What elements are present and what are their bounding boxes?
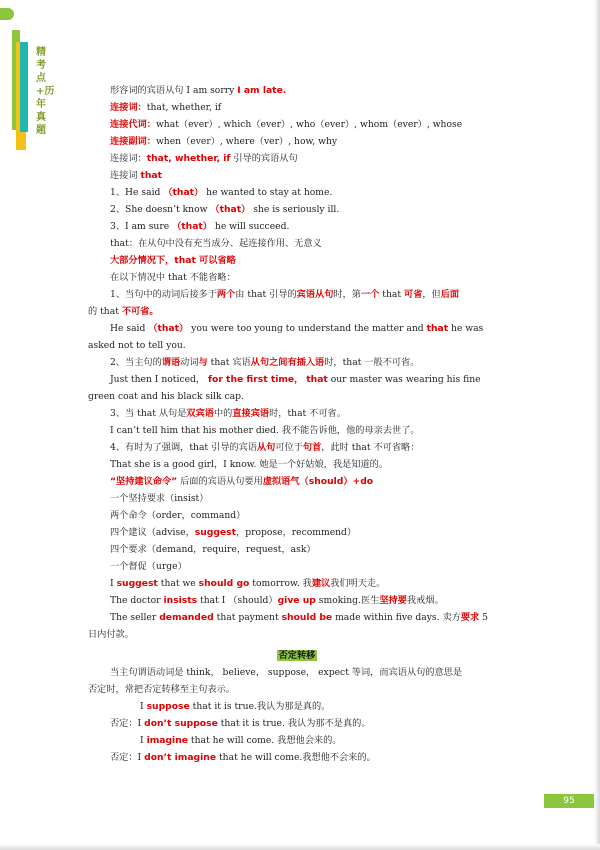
emphasis-text: “坚持建议命令” [110, 476, 178, 487]
body-text: green coat and his black silk cap. [88, 391, 244, 402]
body-text: that：在从句中没有充当成分、起连接作用、无意义 [110, 238, 322, 249]
emphasis-text: don’t suppose [144, 718, 218, 729]
text-line [88, 592, 506, 609]
body-text: 2、当主句的 [110, 357, 162, 368]
emphasis-text: that [426, 323, 449, 334]
text-line [88, 269, 506, 286]
emphasis-text: 句首 [302, 442, 322, 453]
body-text: he will succeed. [211, 221, 290, 232]
text-line [88, 252, 506, 269]
body-text: 当主句谓语动词是 think， believe， suppose， expect 等词，而宾语从句的意思是 [110, 667, 463, 678]
text-line [88, 575, 506, 592]
emphasis-text: should be [281, 612, 333, 623]
emphasis-text: （that） [148, 323, 189, 334]
emphasis-text: that [306, 374, 328, 385]
body-text: that payment [213, 612, 282, 623]
emphasis-text: insists [163, 595, 198, 606]
body-text: 可位于 [275, 442, 303, 453]
emphasis-text: 双宾语 [186, 408, 214, 419]
emphasis-text: 谓语 [161, 357, 181, 368]
text-line [88, 626, 506, 643]
decor-bar-teal [20, 42, 28, 132]
page-shadow-bottom [0, 844, 600, 850]
body-text: 否定时，常把否定转移至主句表示。 [88, 684, 235, 695]
text-line [88, 473, 506, 490]
body-text: 连接词 [110, 170, 141, 181]
text-line [88, 303, 506, 320]
emphasis-text: imagine [146, 735, 188, 746]
page-content [88, 82, 506, 766]
body-text: I can’t tell him that his mother died. 我不能告诉他，他的母亲去世了。 [110, 425, 420, 436]
emphasis-text: 后面 [440, 289, 460, 300]
emphasis-text: give up [277, 595, 316, 606]
emphasis-text: suppose [146, 701, 190, 712]
emphasis-text: 从句之间有插入语 [250, 357, 325, 368]
text-line [88, 201, 506, 218]
text-line [88, 715, 506, 732]
body-text: 1、当句中的动词后接多于 [110, 289, 217, 300]
body-text: smoking.医生 [315, 595, 380, 606]
emphasis-text: should go [198, 578, 250, 589]
text-line [88, 422, 506, 439]
body-text: that I （should） [197, 595, 278, 606]
emphasis-text: 一个 [360, 289, 380, 300]
body-text: I [140, 701, 147, 712]
emphasis-text: 与 [198, 357, 208, 368]
text-line [88, 218, 506, 235]
text-line [88, 541, 506, 558]
text-line [88, 749, 506, 766]
body-text: He said [110, 323, 149, 334]
text-line [88, 664, 506, 681]
body-text: Just then I noticed， [110, 374, 209, 385]
text-line [88, 524, 506, 541]
body-text: 3、I am sure [110, 221, 173, 232]
text-line [88, 405, 506, 422]
text-line [88, 133, 506, 150]
body-text: asked not to tell you. [88, 340, 186, 351]
emphasis-text: that [140, 170, 163, 181]
page-number: 95 [544, 794, 594, 808]
body-text: 形容词的宾语从句 I am sorry [110, 85, 238, 96]
emphasis-text: don’t imagine [144, 752, 217, 763]
emphasis-text: suggest [194, 527, 237, 538]
body-text: ，此时 that 不可省略： [321, 442, 420, 453]
body-text: 5 [479, 612, 489, 623]
text-line [88, 490, 506, 507]
text-line [88, 337, 506, 354]
emphasis-text: 建议 [311, 578, 331, 589]
body-text: 否定：I [110, 752, 145, 763]
body-text: tomorrow. 我 [249, 578, 312, 589]
body-text: that it is true.我认为那是真的。 [189, 701, 331, 712]
body-text: 四个要求（demand，require，request，ask） [110, 544, 316, 555]
text-line [88, 82, 506, 99]
emphasis-text: 直接宾语 [232, 408, 270, 419]
emphasis-text: 连接词： [110, 102, 147, 113]
emphasis-text: （that） [210, 204, 251, 215]
body-text: 由 that 引导的 [235, 289, 297, 300]
body-text: 连接词： [110, 153, 147, 164]
body-text: 一个督促（urge） [110, 561, 187, 572]
emphasis-text: 两个 [216, 289, 236, 300]
text-line [88, 235, 506, 252]
body-text: 引导的宾语从句 [230, 153, 298, 164]
emphasis-text: 不可省。 [121, 306, 159, 317]
body-text: 时，that 不可省。 [269, 408, 346, 419]
body-text: 否定：I [110, 718, 145, 729]
emphasis-text: that, whether, if [146, 153, 231, 164]
body-text: 否定转移 [278, 650, 316, 661]
emphasis-text: suggest [116, 578, 158, 589]
emphasis-text: （that） [163, 187, 204, 198]
text-line [88, 99, 506, 116]
text-line [88, 609, 506, 626]
emphasis-text: 可省 [403, 289, 423, 300]
body-text: he wanted to stay at home. [203, 187, 333, 198]
body-text: ，propose，recommend） [236, 527, 357, 538]
body-text: you were too young to understand the matter and [188, 323, 427, 334]
body-text: 动词 [180, 357, 199, 368]
body-text: The seller [110, 612, 160, 623]
text-line [88, 354, 506, 371]
body-text: when（ever）, where（ver）, how, why [155, 136, 338, 147]
body-text: that 宾语 [207, 357, 251, 368]
body-text: 两个命令（order，command） [110, 510, 246, 521]
emphasis-text: I am late. [237, 85, 287, 96]
body-text: ，但 [422, 289, 441, 300]
text-line [88, 507, 506, 524]
body-text: 日内付款。 [88, 629, 134, 640]
text-line [88, 167, 506, 184]
body-text: 时，第 [333, 289, 361, 300]
emphasis-text: （that） [172, 221, 212, 232]
body-text: she is seriously ill. [250, 204, 340, 215]
body-text: 2、She doesn’t know [110, 204, 211, 215]
body-text: 时，that 一般不可省。 [324, 357, 420, 368]
body-text: that he will come. 我想他会来的。 [187, 735, 342, 746]
body-text: that, whether, if [146, 102, 222, 113]
emphasis-text: 虚拟语气（should）+do [262, 476, 374, 487]
text-line [88, 439, 506, 456]
body-text: 的 that [88, 306, 122, 317]
body-text: that it is true. 我认为那不是真的。 [217, 718, 371, 729]
text-line [88, 150, 506, 167]
text-line [88, 371, 506, 388]
text-line [88, 286, 506, 303]
text-line [88, 558, 506, 575]
body-text: 后面的宾语从句要用 [177, 476, 263, 487]
body-text: I [140, 735, 147, 746]
decor-tab [0, 8, 14, 20]
text-line [88, 184, 506, 201]
body-text: 一个坚持要求（insist） [110, 493, 209, 504]
text-line [88, 116, 506, 133]
body-text: 我戒烟。 [406, 595, 444, 606]
body-text: 1、He said [110, 187, 164, 198]
body-text: 4、有时为了强调，that 引导的宾语 [110, 442, 257, 453]
body-text: 中的 [213, 408, 233, 419]
emphasis-text: demanded [159, 612, 214, 623]
text-line [88, 388, 506, 405]
page-shadow-right [594, 0, 600, 850]
emphasis-text: 连接副词： [110, 136, 156, 147]
body-text: 3、当 that 从句是 [110, 408, 187, 419]
text-line [88, 320, 506, 337]
emphasis-text: 要求 [460, 612, 480, 623]
body-text: that [379, 289, 404, 300]
body-text: our master was wearing his fine [327, 374, 481, 385]
body-text: 在以下情况中 that 不能省略： [110, 272, 236, 283]
emphasis-text: 从句 [256, 442, 276, 453]
emphasis-text: 宾语从句 [296, 289, 334, 300]
emphasis-text: 大部分情况下，that 可以省略 [110, 255, 236, 266]
emphasis-text: for the first time， [208, 374, 304, 385]
body-text: what（ever）, which（ever）, who（ever）, whom（ever）, whose [155, 119, 463, 130]
body-text: that he will come.我想他不会来的。 [216, 752, 376, 763]
body-text: he was [448, 323, 484, 334]
side-title: 精考点+历年真题 [36, 47, 55, 136]
body-text: made within five days. 卖方 [332, 612, 461, 623]
body-text: 我们明天走。 [330, 578, 386, 589]
text-line [88, 456, 506, 473]
emphasis-text: 坚持要 [379, 595, 407, 606]
body-text: 四个建议（advise， [110, 527, 195, 538]
emphasis-text: 连接代词： [110, 119, 156, 130]
body-text: That she is a good girl，I know. 她是一个好姑娘，我是知道的。 [110, 459, 388, 470]
body-text: that we [157, 578, 199, 589]
text-line [88, 698, 506, 715]
body-text: The doctor [110, 595, 164, 606]
body-text: I [110, 578, 117, 589]
section-heading [88, 647, 506, 664]
text-line [88, 732, 506, 749]
text-line [88, 681, 506, 698]
